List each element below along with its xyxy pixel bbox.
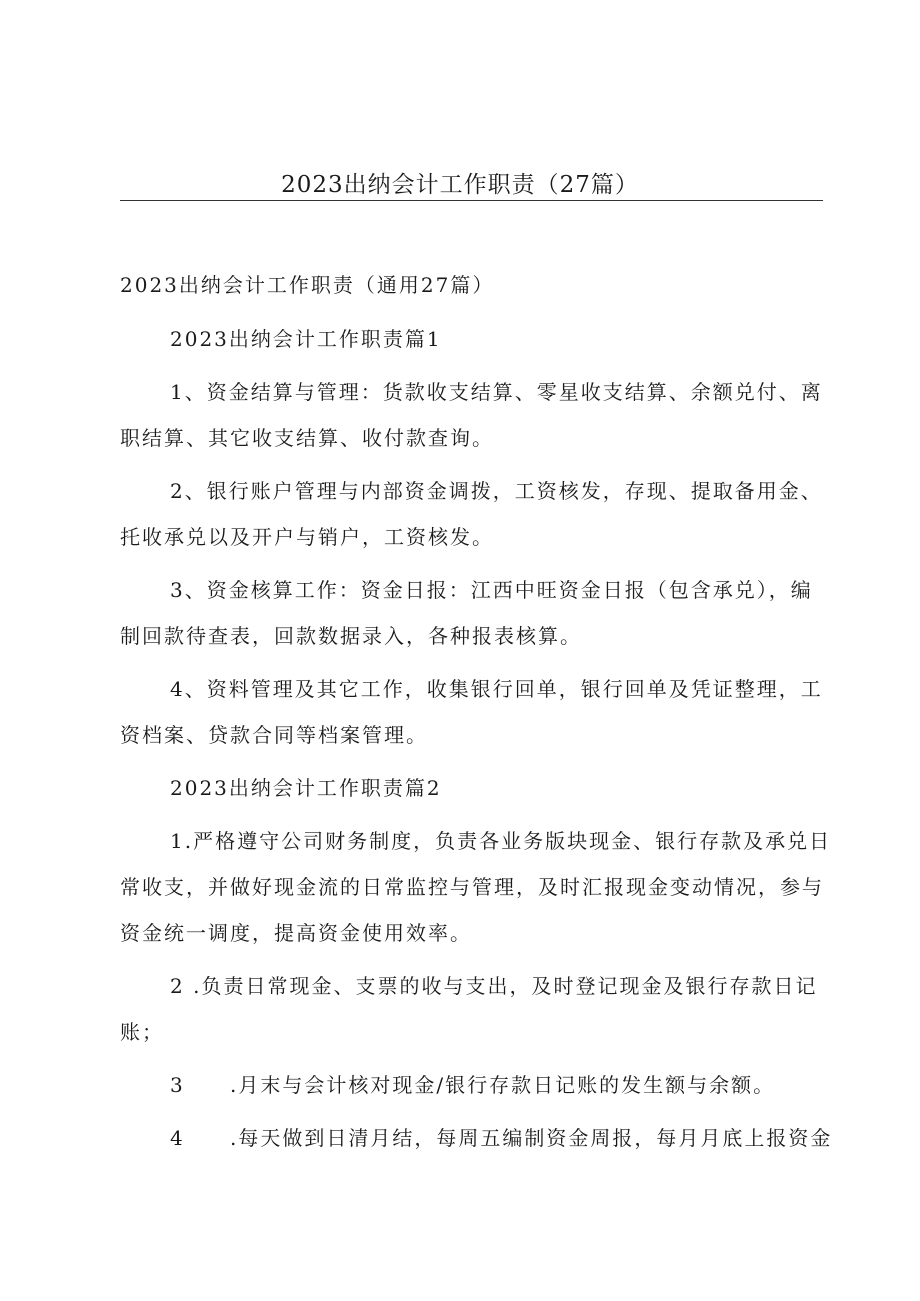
list-item <box>120 1070 825 1100</box>
item-line: 资金统一调度，提高资金使用效率。 <box>120 921 472 945</box>
list-item <box>120 377 825 453</box>
item-line: 常收支，并做好现金流的日常监控与管理，及时汇报现金变动情况，参与 <box>120 875 824 899</box>
list-item <box>120 575 825 651</box>
list-item <box>120 826 832 948</box>
section-heading-2: 2023出纳会计工作职责篇2 <box>170 776 442 800</box>
item-line: 1.严格遵守公司财务制度，负责各业务版块现金、银行存款及承兑日 <box>170 829 832 853</box>
title-underline <box>120 200 823 201</box>
item-text: .月末与会计核对现金/银行存款日记账的发生额与余额。 <box>230 1073 776 1097</box>
item-line <box>120 1123 833 1153</box>
section-heading-1: 2023出纳会计工作职责篇1 <box>170 327 442 351</box>
list-item <box>120 476 825 552</box>
item-line: 3、资金核算工作：资金日报：江西中旺资金日报（包含承兑），编 <box>170 578 813 602</box>
item-line <box>120 1070 825 1100</box>
list-item <box>120 1123 833 1153</box>
document-title: 2023出纳会计工作职责（27篇） <box>281 172 639 198</box>
item-line: 资档案、贷款合同等档案管理。 <box>120 723 428 747</box>
item-number: 4 <box>170 1126 185 1150</box>
item-line: 1、资金结算与管理：货款收支结算、零星收支结算、余额兑付、离 <box>170 380 823 404</box>
item-line: 2、银行账户管理与内部资金调拨，工资核发，存现、提取备用金、 <box>170 479 823 503</box>
item-line: 账； <box>120 1020 164 1044</box>
item-line: 职结算、其它收支结算、收付款查询。 <box>120 426 494 450</box>
list-item <box>120 971 825 1047</box>
document-body <box>120 270 833 1176</box>
list-item <box>120 674 825 750</box>
item-line: 托收承兑以及开户与销户，工资核发。 <box>120 525 494 549</box>
item-number: 3 <box>170 1073 185 1097</box>
item-line: 制回款待查表，回款数据录入，各种报表核算。 <box>120 624 582 648</box>
document-subtitle: 2023出纳会计工作职责（通用27篇） <box>120 273 495 297</box>
item-line: 2 .负责日常现金、支票的收与支出，及时登记现金及银行存款日记 <box>170 974 818 998</box>
item-text: .每天做到日清月结，每周五编制资金周报，每月月底上报资金 <box>230 1126 833 1150</box>
item-line: 4、资料管理及其它工作，收集银行回单，银行回单及凭证整理，工 <box>170 677 823 701</box>
